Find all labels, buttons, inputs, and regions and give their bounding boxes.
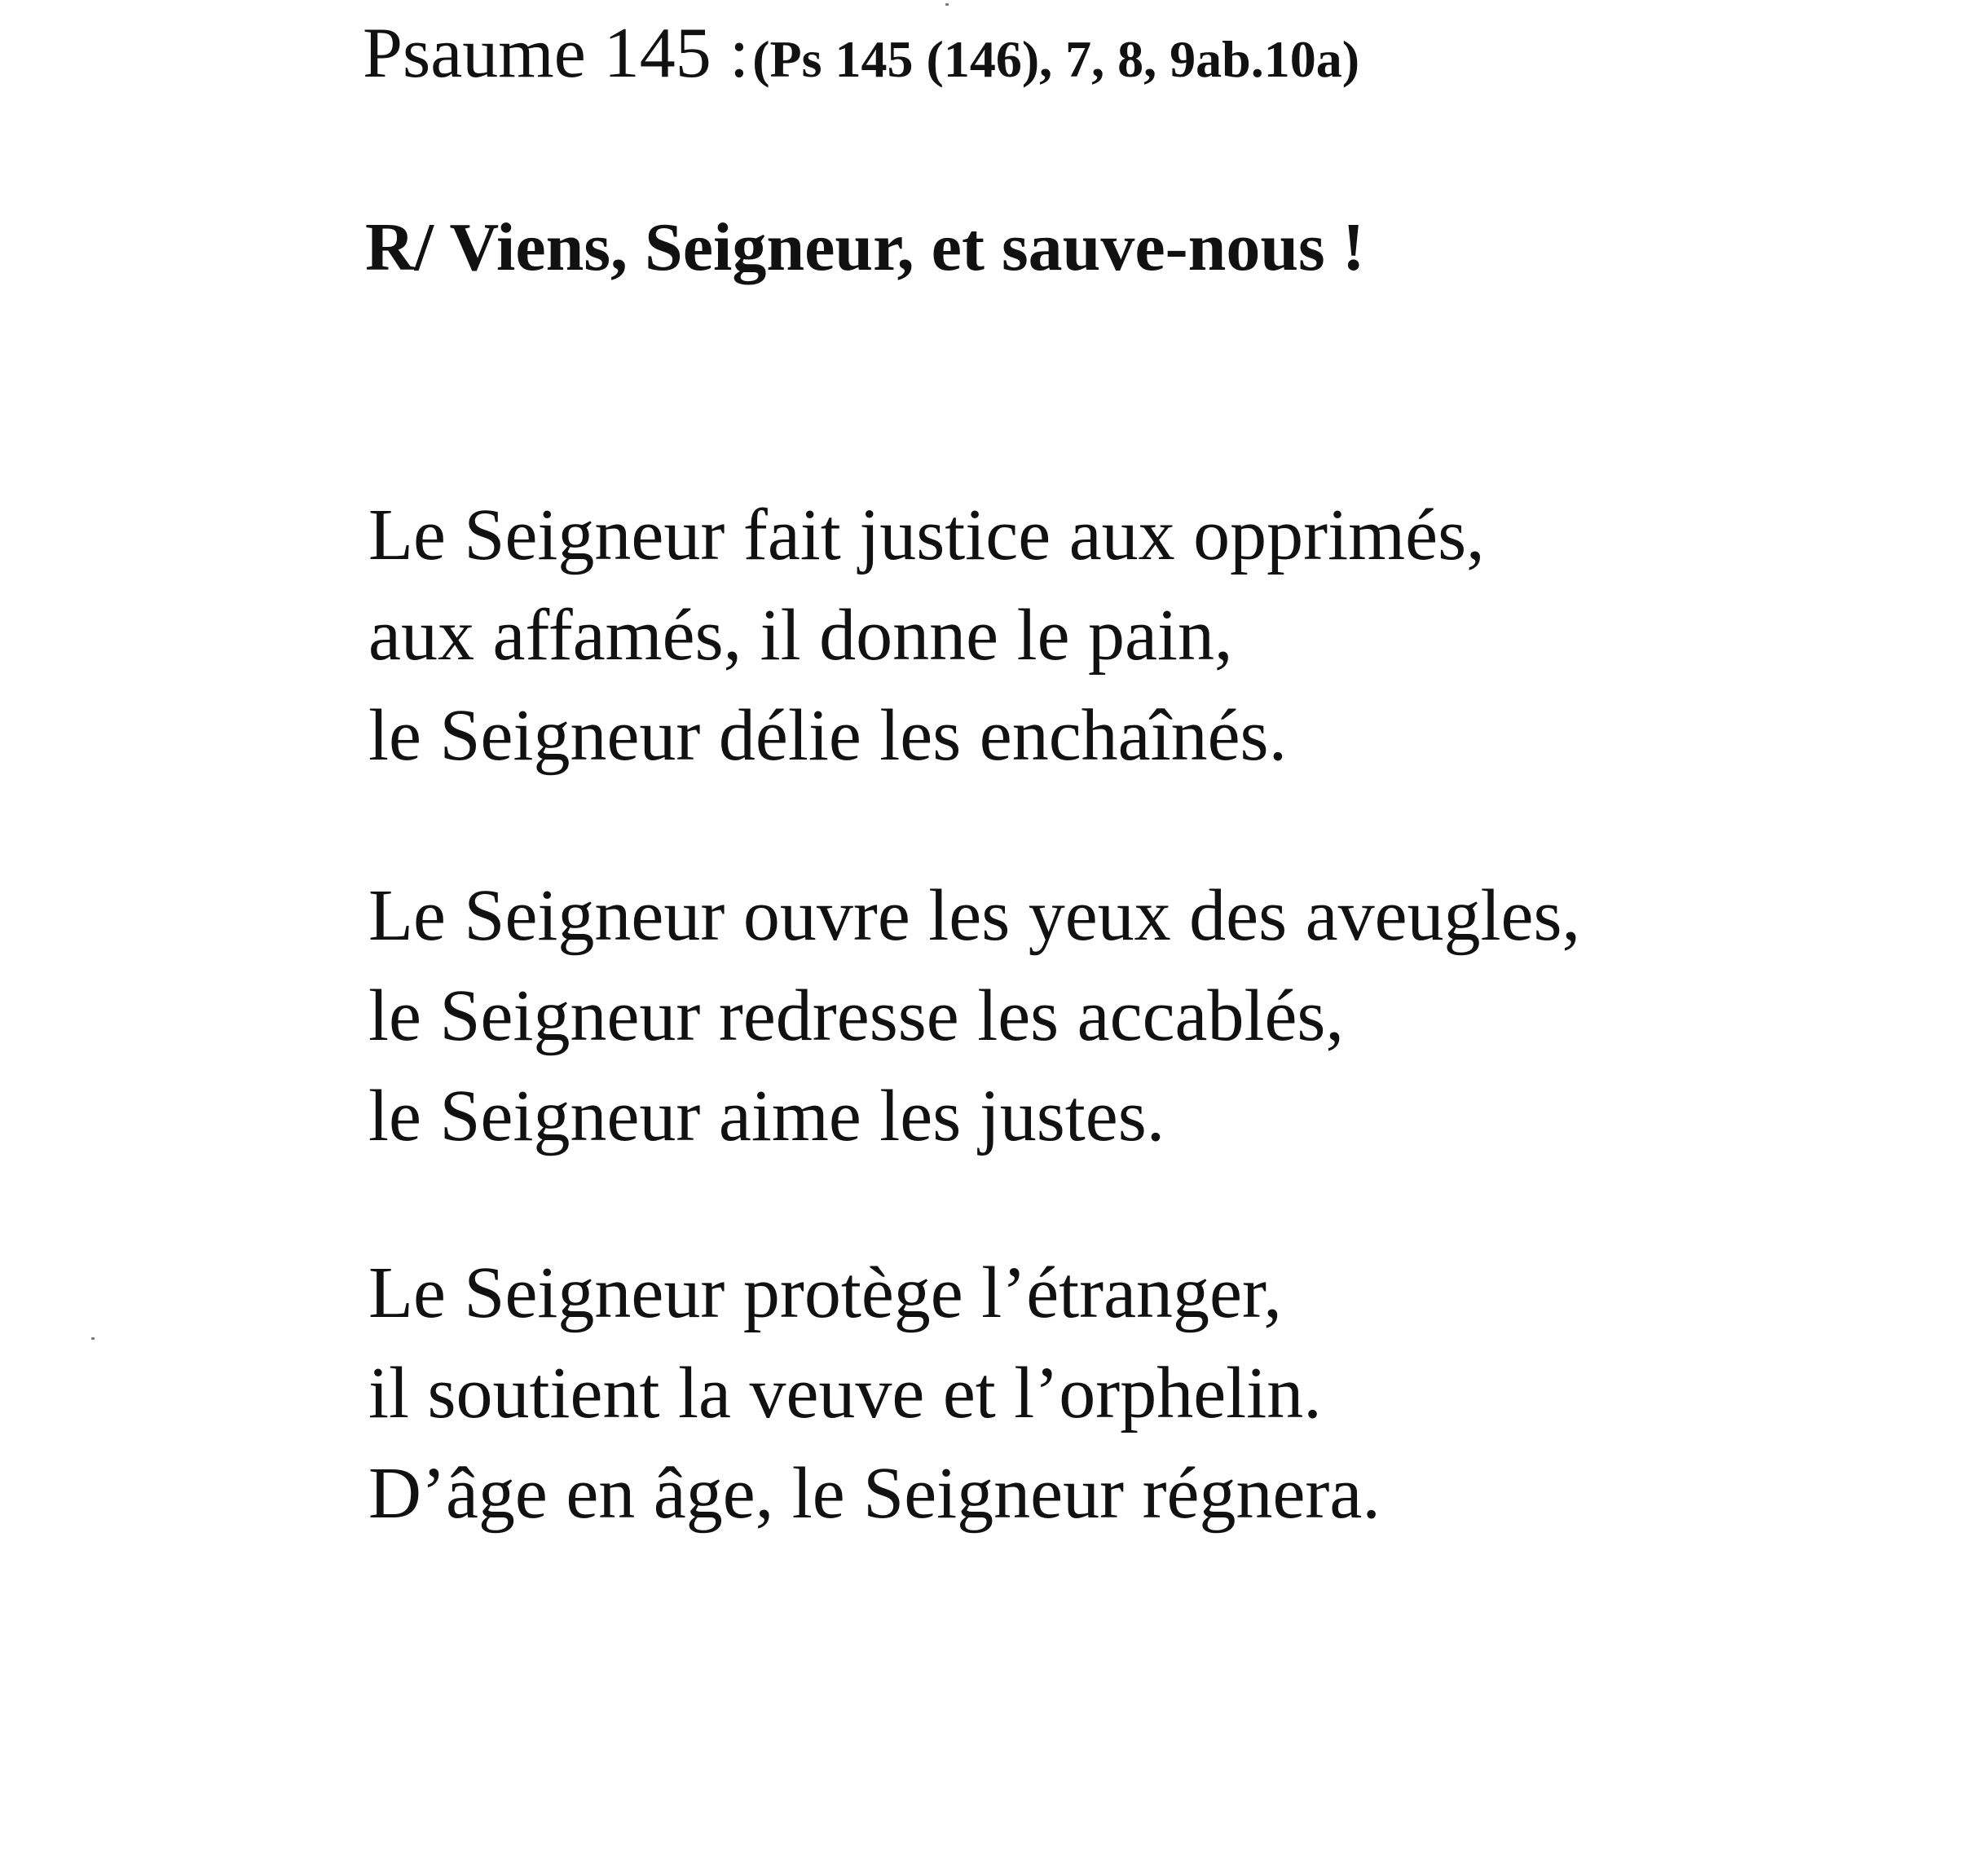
refrain: R/ Viens, Seigneur, et sauve-nous ! [365, 209, 1365, 285]
stanza-1 [368, 485, 1485, 786]
page-title [363, 14, 1360, 93]
scan-speck [945, 3, 949, 6]
verse-line: Le Seigneur ouvre les yeux des aveugles, [368, 875, 1581, 956]
verse-line: Le Seigneur fait justice aux opprimés, [368, 495, 1485, 575]
stanza-3 [368, 1243, 1381, 1544]
psalm-label: Psaume 145 : [363, 14, 750, 93]
scan-speck [91, 1337, 95, 1340]
psalm-reference: (Ps 145 (146), 7, 8, 9ab.10a) [752, 30, 1360, 88]
verse-line: le Seigneur aime les justes. [368, 1076, 1165, 1156]
stanza-2 [368, 865, 1580, 1166]
verse-line: Le Seigneur protège l’étranger, [368, 1253, 1282, 1333]
verse-line: aux affamés, il donne le pain, [368, 595, 1233, 676]
verse-line: le Seigneur redresse les accablés, [368, 975, 1344, 1056]
verse-line: D’âge en âge, le Seigneur régnera. [368, 1453, 1381, 1534]
verse-line: il soutient la veuve et l’orphelin. [368, 1353, 1322, 1433]
verse-line: le Seigneur délie les enchaînés. [368, 695, 1288, 776]
